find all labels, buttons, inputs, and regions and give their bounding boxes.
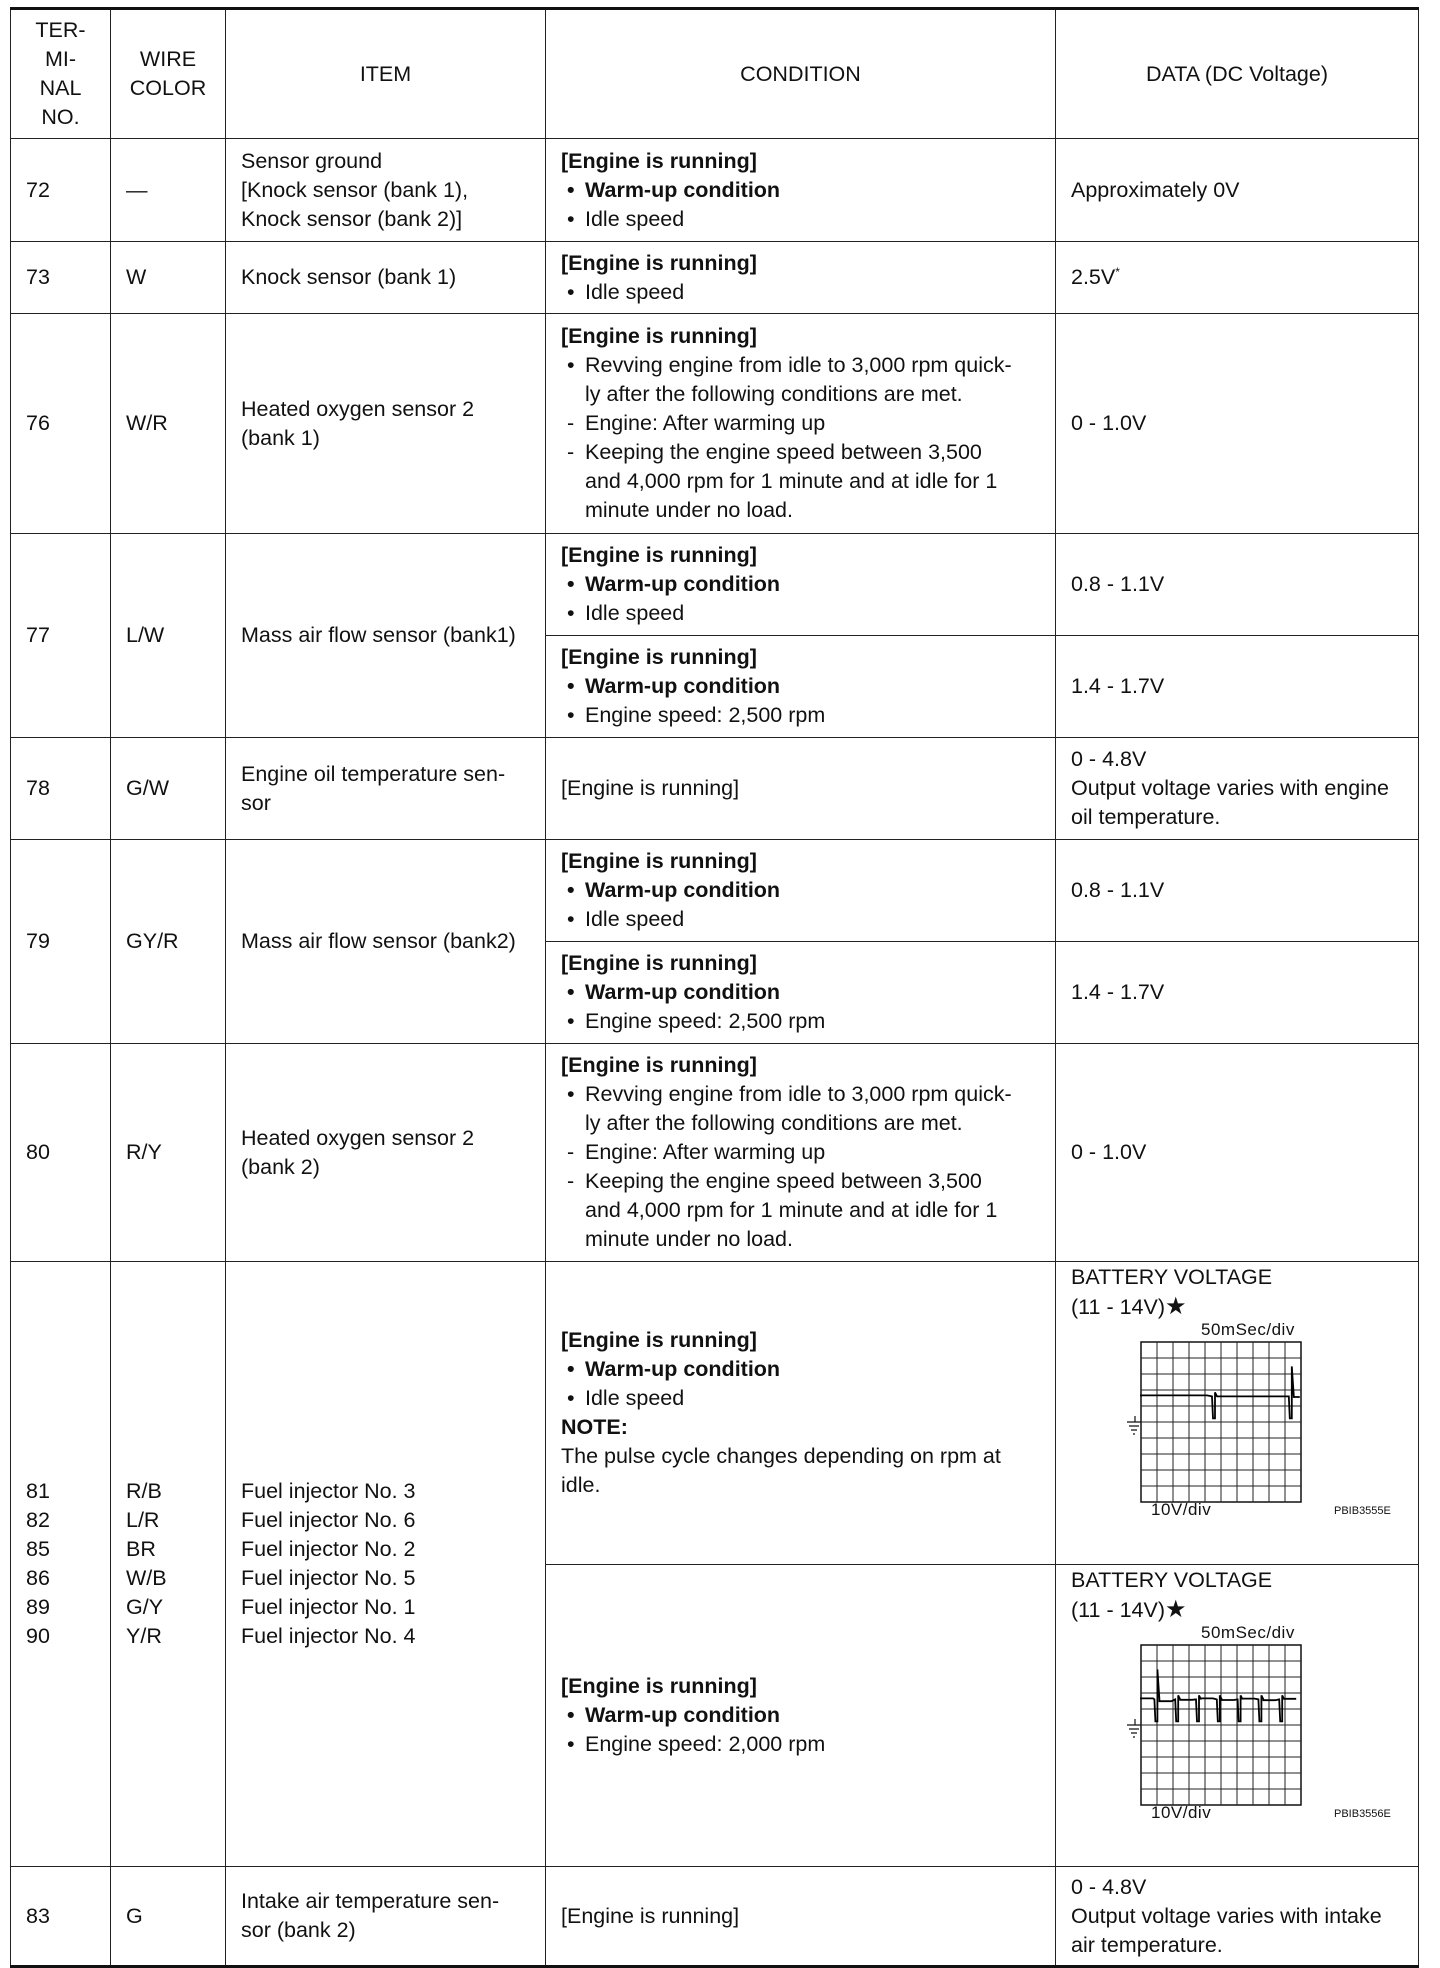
condition: [Engine is running] • Warm-up condition • Engine speed: 2,500 rpm (546, 636, 1056, 738)
col-wire-color: WIRE COLOR (111, 9, 226, 139)
condition: [Engine is running] • Warm-up condition • Idle speed NOTE: The pulse cycle changes depending on rpm at idle. (546, 1262, 1056, 1565)
terminal-no: 72 (11, 139, 111, 242)
condition: [Engine is running] • Warm-up condition • Idle speed (546, 840, 1056, 942)
terminal-no: 81 82 85 86 89 90 (11, 1262, 111, 1867)
table-row (11, 534, 1419, 636)
col-terminal-no: TER- MI- NAL NO. (11, 9, 111, 139)
time-div-label: 50mSec/div (1201, 1623, 1295, 1642)
data-value: 0.8 - 1.1V (1056, 534, 1419, 636)
wire-color: R/Y (111, 1044, 226, 1262)
condition: [Engine is running] • Idle speed (546, 242, 1056, 314)
data-value: 0 - 1.0V (1056, 1044, 1419, 1262)
terminal-data-table (10, 7, 1419, 1968)
waveform-2000rpm (1081, 1625, 1401, 1825)
star-icon: ★ (1165, 1596, 1187, 1623)
item: Heated oxygen sensor 2 (bank 2) (226, 1044, 546, 1262)
col-data: DATA (DC Voltage) (1056, 9, 1419, 139)
data-value: BATTERY VOLTAGE (11 - 14V)★ 50mSec/div 10V/div PBIB3556E (1056, 1565, 1419, 1867)
volt-div-label: 10V/div (1151, 1500, 1212, 1519)
item: Intake air temperature sen- sor (bank 2) (226, 1867, 546, 1967)
col-condition: CONDITION (546, 9, 1056, 139)
wire-color: G (111, 1867, 226, 1967)
data-value: Approximately 0V (1056, 139, 1419, 242)
note-label: NOTE: (561, 1415, 628, 1439)
table-row (11, 738, 1419, 840)
figure-id: PBIB3556E (1334, 1808, 1391, 1820)
item: Mass air flow sensor (bank1) (226, 534, 546, 738)
item: Fuel injector No. 3 Fuel injector No. 6 Fuel injector No. 2 Fuel injector No. 5 Fuel injector No. 1 Fuel injector No. 4 (226, 1262, 546, 1867)
wire-color: G/W (111, 738, 226, 840)
table-row (11, 840, 1419, 942)
header-row (11, 9, 1419, 139)
wire-color: R/B L/R BR W/B G/Y Y/R (111, 1262, 226, 1867)
condition: [Engine is running] • Warm-up condition • Engine speed: 2,500 rpm (546, 942, 1056, 1044)
wire-color: L/W (111, 534, 226, 738)
data-value: 0 - 1.0V (1056, 314, 1419, 534)
figure-id: PBIB3555E (1334, 1505, 1391, 1517)
condition: [Engine is running] (546, 738, 1056, 840)
wire-color: W (111, 242, 226, 314)
table-row (11, 1262, 1419, 1565)
data-value: 1.4 - 1.7V (1056, 942, 1419, 1044)
table-row (11, 139, 1419, 242)
data-value: 2.5V* (1056, 242, 1419, 314)
data-value: 1.4 - 1.7V (1056, 636, 1419, 738)
data-value: 0 - 4.8V Output voltage varies with intake air temperature. (1056, 1867, 1419, 1967)
terminal-no: 79 (11, 840, 111, 1044)
item: Knock sensor (bank 1) (226, 242, 546, 314)
star-icon: ★ (1165, 1293, 1187, 1320)
condition: [Engine is running] • Warm-up condition • Idle speed (546, 139, 1056, 242)
item: Mass air flow sensor (bank2) (226, 840, 546, 1044)
table-row (11, 1044, 1419, 1262)
item: Heated oxygen sensor 2 (bank 1) (226, 314, 546, 534)
wire-color: GY/R (111, 840, 226, 1044)
condition: [Engine is running] (546, 1867, 1056, 1967)
condition: [Engine is running] • Warm-up condition • Engine speed: 2,000 rpm (546, 1565, 1056, 1867)
footnote-mark: * (1115, 264, 1120, 279)
wire-color: — (111, 139, 226, 242)
condition: [Engine is running] • Revving engine from idle to 3,000 rpm quick- ly after the following conditions are met. - Engine: After warming up - Keeping the engine speed between 3,500 and 4,000 rpm for 1 minute and at idle for 1 minute under no load. (546, 314, 1056, 534)
ground-symbol (1127, 1725, 1141, 1737)
wire-color: W/R (111, 314, 226, 534)
terminal-no: 73 (11, 242, 111, 314)
table-row (11, 1867, 1419, 1967)
condition: [Engine is running] • Warm-up condition • Idle speed (546, 534, 1056, 636)
item: Sensor ground [Knock sensor (bank 1), Knock sensor (bank 2)] (226, 139, 546, 242)
terminal-no: 83 (11, 1867, 111, 1967)
data-value: 0 - 4.8V Output voltage varies with engine oil temperature. (1056, 738, 1419, 840)
condition: [Engine is running] • Revving engine from idle to 3,000 rpm quick- ly after the following conditions are met. - Engine: After warming up - Keeping the engine speed between 3,500 and 4,000 rpm for 1 minute and at idle for 1 minute under no load. (546, 1044, 1056, 1262)
waveform-idle (1081, 1322, 1401, 1522)
volt-div-label: 10V/div (1151, 1803, 1212, 1822)
terminal-no: 78 (11, 738, 111, 840)
table-row (11, 242, 1419, 314)
table-row (11, 314, 1419, 534)
data-value: 0.8 - 1.1V (1056, 840, 1419, 942)
col-item: ITEM (226, 9, 546, 139)
terminal-no: 76 (11, 314, 111, 534)
ground-symbol (1127, 1422, 1141, 1434)
terminal-no: 77 (11, 534, 111, 738)
item: Engine oil temperature sen- sor (226, 738, 546, 840)
time-div-label: 50mSec/div (1201, 1320, 1295, 1339)
terminal-no: 80 (11, 1044, 111, 1262)
data-value: BATTERY VOLTAGE (11 - 14V)★ 50mSec/div 10V/div PBIB3555E (1056, 1262, 1419, 1565)
